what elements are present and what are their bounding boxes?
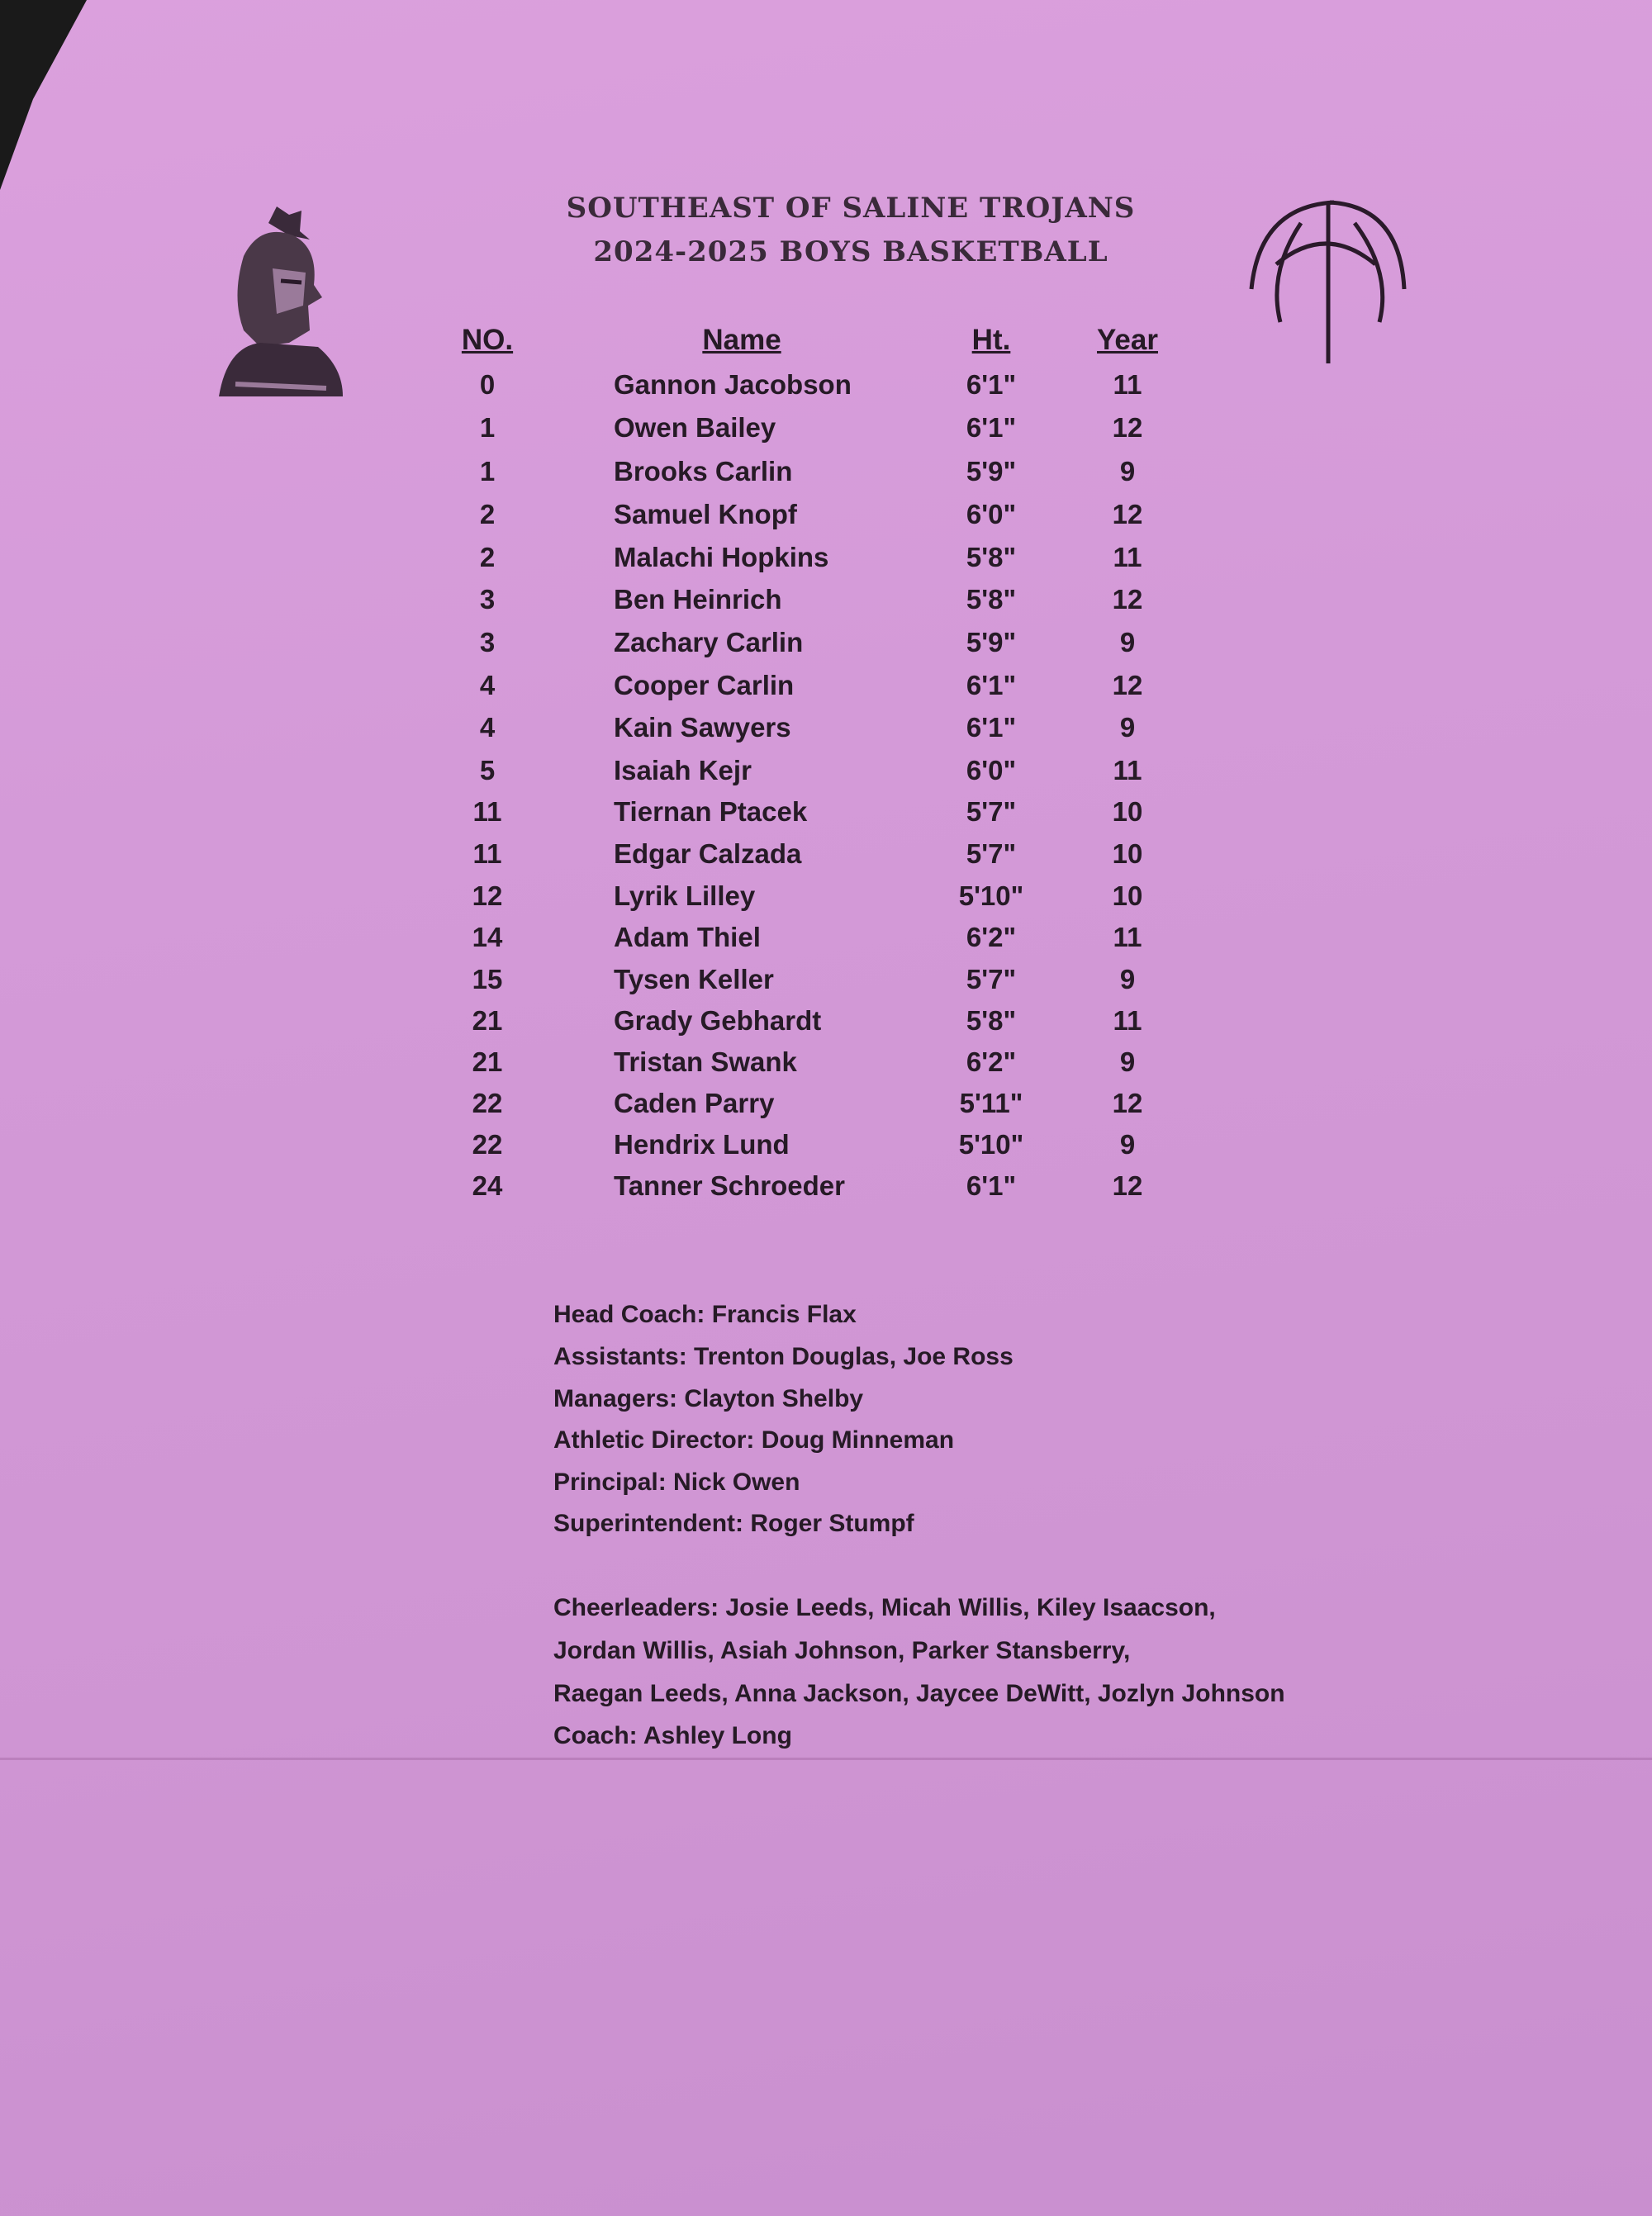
player-number: 0 <box>479 369 496 400</box>
player-height: 5'10" <box>958 1129 1024 1160</box>
player-number: 11 <box>472 796 502 827</box>
staff-line: Managers: Clayton Shelby <box>553 1385 864 1412</box>
player-number: 5 <box>479 755 496 785</box>
player-height: 6'1" <box>966 712 1017 743</box>
player-number: 4 <box>479 712 496 743</box>
player-height: 6'1" <box>966 1170 1017 1201</box>
trojan-mascot-icon <box>211 206 343 396</box>
player-number: 4 <box>479 670 496 700</box>
cheer-line: Cheerleaders: Josie Leeds, Micah Willis, Kiley Isaacson, <box>553 1594 1216 1621</box>
player-number: 22 <box>472 1129 503 1160</box>
player-year: 12 <box>1112 412 1143 443</box>
basketball-icon <box>1243 198 1408 363</box>
player-name: Gannon Jacobson <box>614 369 852 400</box>
player-number: 15 <box>472 964 503 994</box>
player-name: Cooper Carlin <box>614 670 795 700</box>
player-height: 5'9" <box>966 456 1017 486</box>
player-number: 2 <box>479 542 496 572</box>
player-name: Owen Bailey <box>614 412 776 443</box>
player-number: 21 <box>472 1005 503 1036</box>
staff-line: Superintendent: Roger Stumpf <box>553 1510 914 1537</box>
player-name: Tanner Schroeder <box>614 1170 845 1201</box>
team-title: SOUTHEAST OF SALINE TROJANS <box>566 192 1136 225</box>
col-header-year: Year <box>1097 324 1158 356</box>
player-year: 12 <box>1112 1088 1143 1118</box>
player-year: 11 <box>1113 369 1142 400</box>
cheer-line: Coach: Ashley Long <box>553 1722 792 1749</box>
player-height: 5'8" <box>966 542 1017 572</box>
staff-line: Head Coach: Francis Flax <box>553 1301 857 1328</box>
player-name: Kain Sawyers <box>614 712 791 743</box>
player-height: 5'9" <box>966 627 1017 657</box>
player-year: 11 <box>1113 1005 1142 1036</box>
player-height: 5'8" <box>966 1005 1017 1036</box>
player-number: 3 <box>479 584 496 615</box>
player-number: 11 <box>472 838 502 869</box>
player-number: 12 <box>472 880 503 911</box>
player-name: Tristan Swank <box>614 1046 797 1077</box>
player-number: 24 <box>472 1170 503 1201</box>
player-height: 5'10" <box>958 880 1024 911</box>
player-height: 6'1" <box>966 412 1017 443</box>
paper-fold-line <box>0 1758 1652 1760</box>
player-year: 10 <box>1112 880 1143 911</box>
player-name: Malachi Hopkins <box>614 542 829 572</box>
player-number: 2 <box>479 499 496 529</box>
player-year: 12 <box>1112 1170 1143 1201</box>
player-number: 21 <box>472 1046 503 1077</box>
player-name: Isaiah Kejr <box>614 755 752 785</box>
player-height: 6'0" <box>966 755 1017 785</box>
player-name: Lyrik Lilley <box>614 880 756 911</box>
player-year: 10 <box>1112 838 1143 869</box>
player-year: 9 <box>1119 1046 1136 1077</box>
player-year: 9 <box>1119 1129 1136 1160</box>
player-year: 12 <box>1112 499 1143 529</box>
player-height: 5'7" <box>966 964 1017 994</box>
player-number: 22 <box>472 1088 503 1118</box>
player-name: Zachary Carlin <box>614 627 804 657</box>
cheer-line: Raegan Leeds, Anna Jackson, Jaycee DeWitt, Jozlyn Johnson <box>553 1680 1285 1707</box>
player-height: 6'1" <box>966 369 1017 400</box>
player-name: Adam Thiel <box>614 922 761 952</box>
player-height: 6'1" <box>966 670 1017 700</box>
cheer-line: Jordan Willis, Asiah Johnson, Parker Stansberry, <box>553 1637 1131 1664</box>
player-year: 9 <box>1119 712 1136 743</box>
player-year: 11 <box>1113 922 1142 952</box>
player-height: 5'11" <box>959 1088 1023 1118</box>
player-height: 6'2" <box>966 1046 1017 1077</box>
player-height: 5'7" <box>966 838 1017 869</box>
player-name: Hendrix Lund <box>614 1129 790 1160</box>
season-title: 2024-2025 BOYS BASKETBALL <box>593 235 1108 268</box>
player-name: Ben Heinrich <box>614 584 782 615</box>
player-height: 5'7" <box>966 796 1017 827</box>
player-height: 6'2" <box>966 922 1017 952</box>
player-year: 12 <box>1112 584 1143 615</box>
player-year: 9 <box>1119 456 1136 486</box>
player-name: Grady Gebhardt <box>614 1005 822 1036</box>
staff-line: Assistants: Trenton Douglas, Joe Ross <box>553 1343 1014 1370</box>
col-header-name: Name <box>702 324 781 356</box>
player-year: 10 <box>1112 796 1143 827</box>
col-header-number: NO. <box>461 324 514 356</box>
player-year: 9 <box>1119 964 1136 994</box>
player-name: Tiernan Ptacek <box>614 796 808 827</box>
player-year: 11 <box>1113 542 1142 572</box>
player-number: 1 <box>479 412 496 443</box>
player-number: 1 <box>479 456 496 486</box>
player-number: 3 <box>479 627 496 657</box>
player-year: 9 <box>1119 627 1136 657</box>
staff-line: Athletic Director: Doug Minneman <box>553 1426 955 1454</box>
staff-line: Principal: Nick Owen <box>553 1469 800 1496</box>
player-height: 5'8" <box>966 584 1017 615</box>
player-name: Tysen Keller <box>614 964 774 994</box>
player-name: Samuel Knopf <box>614 499 797 529</box>
col-header-height: Ht. <box>971 324 1011 356</box>
player-name: Edgar Calzada <box>614 838 802 869</box>
player-height: 6'0" <box>966 499 1017 529</box>
player-year: 11 <box>1113 755 1142 785</box>
player-year: 12 <box>1112 670 1143 700</box>
player-name: Brooks Carlin <box>614 456 793 486</box>
player-name: Caden Parry <box>614 1088 775 1118</box>
player-number: 14 <box>472 922 503 952</box>
